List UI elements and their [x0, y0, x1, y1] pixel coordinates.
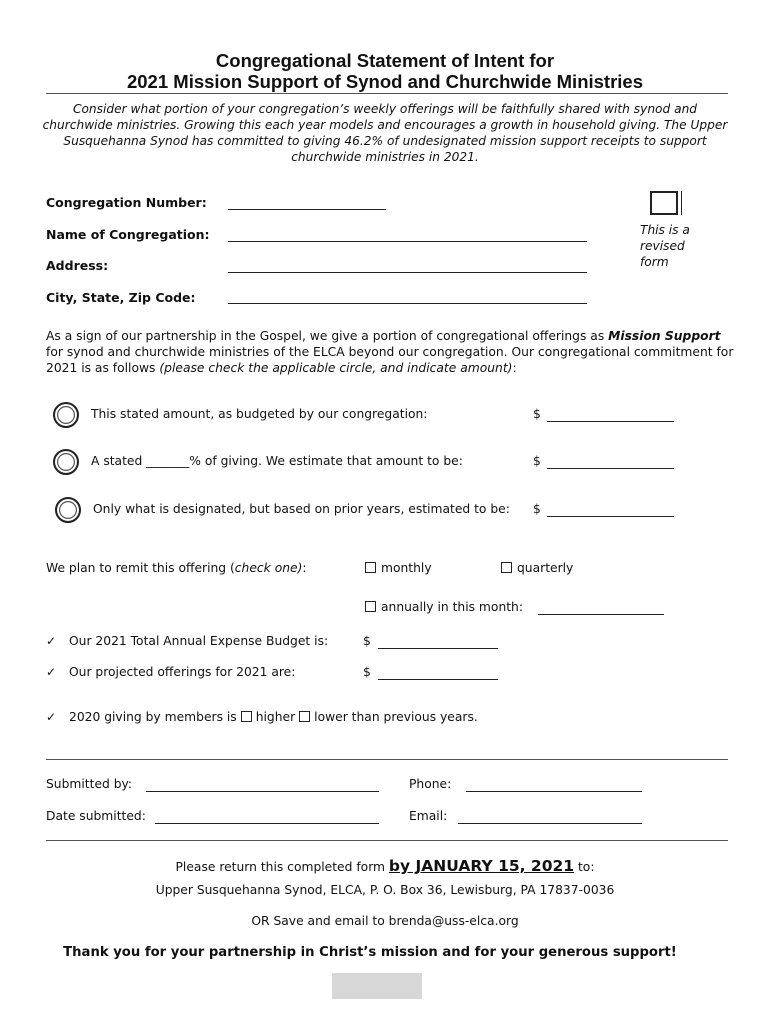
option-budgeted-amount-field[interactable]: [547, 421, 674, 422]
email-label: Email:: [409, 809, 448, 823]
address-label: Address:: [46, 258, 109, 273]
option-budgeted-amount-currency: $: [533, 407, 541, 421]
option-budgeted-amount-label: This stated amount, as budgeted by our congregation:: [91, 407, 428, 421]
phone-field[interactable]: [466, 791, 642, 792]
partnership-text-middle: for synod and churchwide ministries of the ELCA beyond our congregation. Our congregational commitment for 2021 is as follows: [46, 345, 734, 375]
option-percentage-label: A stated _______% of giving. We estimate that amount to be:: [91, 454, 463, 468]
remit-suffix: :: [302, 561, 307, 575]
remit-quarterly-option[interactable]: [501, 561, 573, 575]
email-field[interactable]: [458, 823, 642, 824]
remit-frequency-prompt: [46, 561, 307, 575]
offerings-amount-field[interactable]: [378, 679, 498, 680]
remit-check-one: check one): [234, 561, 303, 575]
submitted-by-field[interactable]: [146, 791, 379, 792]
thank-you-message: Thank you for your partnership in Christ’s mission and for your generous support!: [63, 945, 677, 960]
remit-quarterly-checkbox[interactable]: [501, 562, 512, 573]
return-suffix: to:: [574, 860, 595, 874]
option-percentage-radio[interactable]: [53, 449, 79, 475]
submission-bottom-divider: [46, 840, 728, 841]
phone-label: Phone:: [409, 777, 452, 791]
giving-lower-label: lower than previous years.: [314, 710, 478, 724]
remit-monthly-option[interactable]: [365, 561, 432, 575]
intro-paragraph: Consider what portion of your congregation’s weekly offerings will be faithfully shared with synod and churchwide ministries. Growing this each year models and encourages a growth in household giving. The Upper Susquehanna Synod has committed to giving 46.2% of undesignated mission support receipts to support churchwide ministries in 2021.: [42, 102, 728, 164]
offerings-checkmark-icon: ✓: [46, 665, 57, 679]
partnership-paragraph: [46, 328, 736, 376]
remit-annually-month-field[interactable]: [538, 614, 664, 615]
date-submitted-field[interactable]: [155, 823, 379, 824]
remit-monthly-label: monthly: [381, 561, 432, 575]
giving-higher-label: higher: [255, 710, 296, 724]
congregation-number-field[interactable]: [228, 209, 386, 210]
city-state-zip-field[interactable]: [228, 303, 587, 304]
return-deadline: by JANUARY 15, 2021: [388, 857, 575, 875]
budget-checkmark-icon: ✓: [46, 634, 57, 648]
form-title-line-1: Congregational Statement of Intent for: [215, 50, 555, 71]
congregation-number-label: Congregation Number:: [46, 195, 207, 210]
giving-checkmark-icon: ✓: [46, 710, 57, 724]
email-return-line: OR Save and email to brenda@uss-elca.org: [251, 914, 519, 928]
budget-currency: $: [363, 634, 371, 648]
offerings-label: Our projected offerings for 2021 are:: [69, 665, 296, 679]
congregation-name-label: Name of Congregation:: [46, 227, 210, 242]
mission-support-emphasis: Mission Support: [608, 329, 721, 343]
option-designated-radio[interactable]: [55, 497, 81, 523]
budget-label: Our 2021 Total Annual Expense Budget is:: [69, 634, 329, 648]
partnership-instructions: (please check the applicable circle, and indicate amount): [159, 361, 513, 375]
submitted-by-label: Submitted by:: [46, 777, 133, 791]
date-submitted-label: Date submitted:: [46, 809, 146, 823]
giving-comparison-line: [69, 710, 478, 724]
remit-annually-checkbox[interactable]: [365, 601, 376, 612]
giving-lower-checkbox[interactable]: [299, 711, 310, 722]
city-state-zip-label: City, State, Zip Code:: [46, 290, 196, 305]
budget-amount-field[interactable]: [378, 648, 498, 649]
address-field[interactable]: [228, 272, 587, 273]
offerings-currency: $: [363, 665, 371, 679]
congregation-name-field[interactable]: [228, 241, 587, 242]
title-divider: [46, 93, 728, 94]
remit-annually-label: annually in this month:: [381, 600, 523, 614]
submission-top-divider: [46, 759, 728, 760]
option-percentage-amount-field[interactable]: [547, 468, 674, 469]
giving-higher-checkbox[interactable]: [241, 711, 252, 722]
partnership-text-before: As a sign of our partnership in the Gospel, we give a portion of congregational offerings as: [46, 329, 609, 343]
submit-button-placeholder[interactable]: [332, 973, 422, 999]
form-title-line-2: 2021 Mission Support of Synod and Churchwide Ministries: [126, 71, 643, 92]
remit-prefix: We plan to remit this offering (: [46, 561, 235, 575]
option-designated-currency: $: [533, 502, 541, 516]
option-percentage-currency: $: [533, 454, 541, 468]
option-designated-amount-field[interactable]: [547, 516, 674, 517]
revised-form-checkbox[interactable]: [650, 191, 678, 215]
revised-form-note: This is a revised form: [640, 223, 690, 269]
synod-mailing-address: Upper Susquehanna Synod, ELCA, P. O. Box 36, Lewisburg, PA 17837-0036: [155, 883, 615, 897]
remit-quarterly-label: quarterly: [517, 561, 574, 575]
return-instructions: [0, 857, 770, 875]
return-prefix: Please return this completed form: [175, 860, 389, 874]
giving-prefix: 2020 giving by members is: [69, 710, 237, 724]
partnership-text-end: :: [512, 361, 517, 375]
option-designated-label: Only what is designated, but based on prior years, estimated to be:: [93, 502, 510, 516]
remit-monthly-checkbox[interactable]: [365, 562, 376, 573]
option-budgeted-amount-radio[interactable]: [53, 402, 79, 428]
remit-annually-option[interactable]: [365, 600, 523, 614]
